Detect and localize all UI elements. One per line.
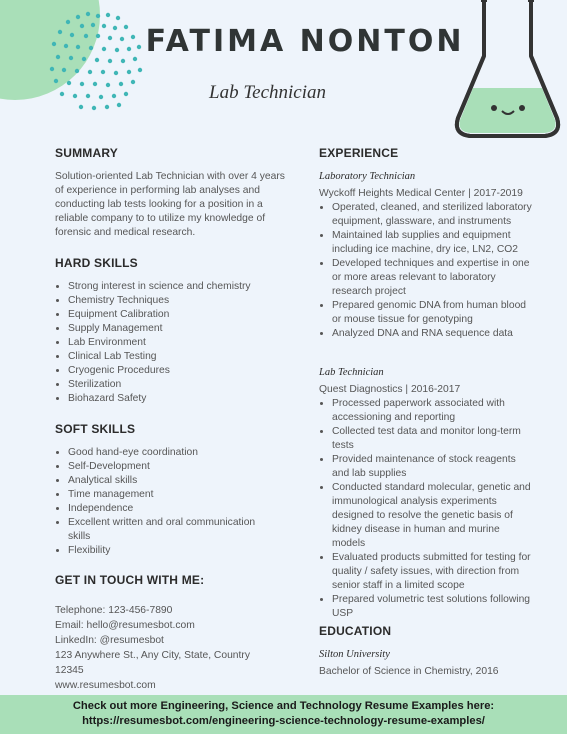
- footer-text: Check out more Engineering, Science and Technology Resume Examples here:: [72, 700, 495, 712]
- list-item: • Prepared genomic DNA from human blood or mouse tissue for genotyping: [332, 299, 534, 327]
- job-meta: Wyckoff Heights Medical Center | 2017-2019: [319, 188, 523, 199]
- job-title: Lab Technician: [319, 367, 384, 378]
- list-item: • Equipment Calibration: [68, 308, 285, 322]
- contact-phone: Telephone: 123-456-7890: [55, 605, 173, 616]
- list-item: • Provided maintenance of stock reagents and lab supplies: [332, 453, 534, 481]
- summary-section: [55, 146, 285, 240]
- experience-heading: EXPERIENCE: [319, 146, 399, 160]
- list-item: • Maintained lab supplies and equipment including ice machine, dry ice, LN2, CO2: [332, 229, 534, 257]
- experience-section: [319, 146, 534, 341]
- list-item: • Operated, cleaned, and sterilized laboratory equipment, glassware, and instruments: [332, 201, 534, 229]
- hard-skills-list: [55, 280, 285, 406]
- job-entry: [319, 170, 534, 341]
- list-item: • Sterilization: [68, 378, 285, 392]
- job-title: Laboratory Technician: [319, 171, 416, 182]
- summary-heading: SUMMARY: [55, 146, 118, 160]
- list-item: • Strong interest in science and chemistry: [68, 280, 285, 294]
- job-bullets: [319, 201, 534, 341]
- contact-address-line2: 12345: [55, 665, 84, 676]
- list-item: • Self-Development: [68, 460, 260, 474]
- list-item: • Analytical skills: [68, 474, 260, 488]
- list-item: • Time management: [68, 488, 260, 502]
- soft-skills-section: [55, 422, 260, 558]
- list-item: • Evaluated products submitted for testing for quality / safety issues, with direction from senior staff in a limited scope: [332, 551, 534, 593]
- list-item: • Processed paperwork associated with accessioning and reporting: [332, 397, 534, 425]
- candidate-name: FATIMA NONTON: [145, 24, 465, 59]
- list-item: • Clinical Lab Testing: [68, 350, 285, 364]
- footer-link[interactable]: https://resumesbot.com/engineering-science-technology-resume-examples/: [82, 715, 485, 727]
- list-item: • Chemistry Techniques: [68, 294, 285, 308]
- list-item: • Excellent written and oral communication skills: [68, 516, 260, 544]
- list-item: • Good hand-eye coordination: [68, 446, 260, 460]
- soft-skills-list: [55, 446, 260, 558]
- soft-skills-heading: SOFT SKILLS: [55, 422, 136, 436]
- job-bullets: [319, 397, 534, 621]
- list-item: • Conducted standard molecular, genetic and immunological analysis experiments designed to resolve the genetic basis of kidney disease in human and murine models: [332, 481, 534, 551]
- list-item: • Collected test data and monitor long-term tests: [332, 425, 534, 453]
- contact-linkedin: LinkedIn: @resumesbot: [55, 635, 164, 646]
- job-meta: Quest Diagnostics | 2016-2017: [319, 384, 461, 395]
- footer-banner: [0, 695, 567, 734]
- hard-skills-heading: HARD SKILLS: [55, 256, 138, 270]
- school-name: Silton University: [319, 649, 390, 660]
- education-section: [319, 624, 534, 679]
- contact-email: Email: hello@resumesbot.com: [55, 620, 195, 631]
- list-item: • Supply Management: [68, 322, 285, 336]
- list-item: • Cryogenic Procedures: [68, 364, 285, 378]
- education-heading: EDUCATION: [319, 624, 392, 638]
- candidate-role: Lab Technician: [209, 82, 326, 103]
- contact-website: www.resumesbot.com: [55, 680, 156, 691]
- contact-section: [55, 573, 285, 693]
- contact-address-line1: 123 Anywhere St., Any City, State, Country: [55, 650, 250, 661]
- flask-icon: [448, 0, 567, 142]
- hard-skills-section: [55, 256, 285, 406]
- degree: Bachelor of Science in Chemistry, 2016: [319, 666, 499, 677]
- list-item: • Lab Environment: [68, 336, 285, 350]
- summary-text: Solution-oriented Lab Technician with over 4 years of experience in performing lab analyses and conducting lab tests looking for a position in a reliable company to to utilize my knowledge of forensic and medical research.: [55, 171, 285, 238]
- list-item: • Analyzed DNA and RNA sequence data: [332, 327, 534, 341]
- list-item: • Biohazard Safety: [68, 392, 285, 406]
- job-entry: [319, 366, 534, 621]
- list-item: • Flexibility: [68, 544, 260, 558]
- list-item: • Prepared volumetric test solutions following USP: [332, 593, 534, 621]
- list-item: • Independence: [68, 502, 260, 516]
- list-item: • Developed techniques and expertise in one or more areas relevant to laboratory research project: [332, 257, 534, 299]
- contact-heading: GET IN TOUCH WITH ME:: [55, 573, 205, 587]
